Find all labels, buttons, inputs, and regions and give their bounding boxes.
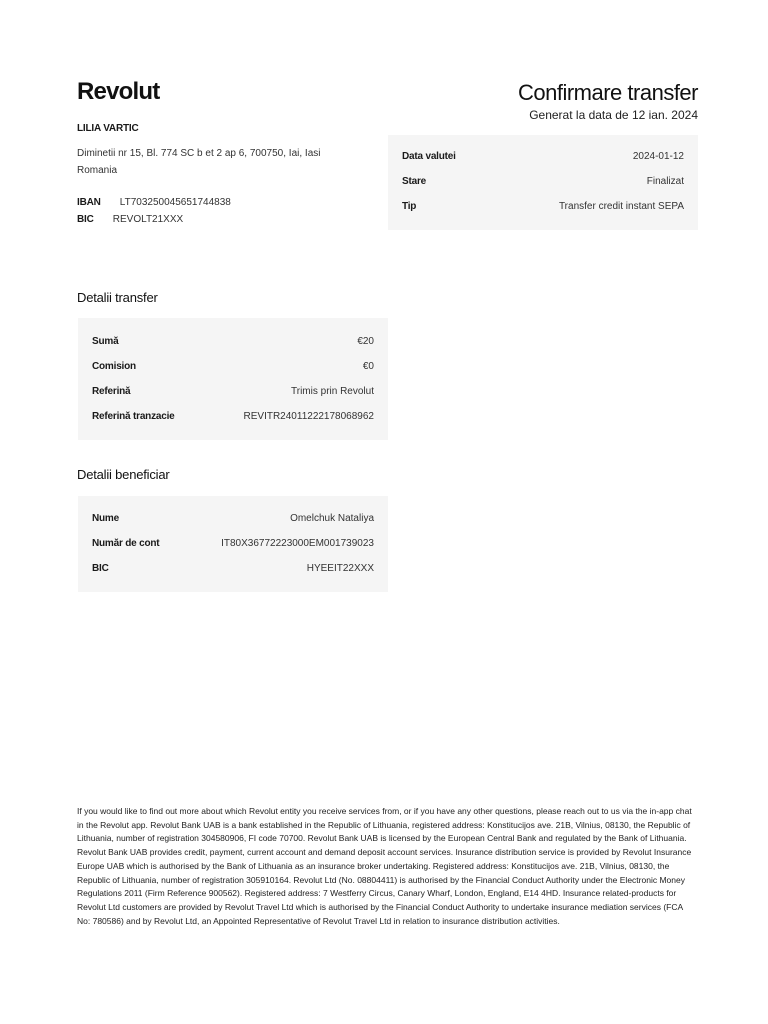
transfer-details-title: Detalii transfer <box>77 290 158 305</box>
value-date-row <box>402 151 684 165</box>
account-holder-address <box>77 145 357 179</box>
legal-footer: If you would like to find out more about which Revolut entity you receive services from, or if you have any other questions, please reach out to us via the in-app chat in the Revolut app. Revolut Bank UAB is a bank established in the Republic of Lithuania, registered address: Konstitucijos ave. 21B, Vilnius, 08130, the Republic of Lithuania, number of registration 304580906, FI code 70700. Revolut Bank UAB is licensed by the European Central Bank and regulated by the Bank of Lithuania. Revolut Bank UAB provides credit, payment, current account and demand deposit account services. Insurance distribution service is provided by Revolut Insurance Europe UAB which is authorised by the Bank of Lithuania as an insurance broker undertaking. Registered address: Konstitucijos ave. 21B, Vilnius, 08130, the Republic of Lithuania, number of registration 305910164. Revolut Ltd (No. 08804411) is authorised by the Financial Conduct Authority under the Electronic Money Regulations 2011 (Firm Reference 900562). Registered address: 7 Westferry Circus, Canary Wharf, London, England, E14 4HD. Insurance related-products for Revolut Ltd customers are provided by Revolut Travel Ltd which is authorised by the Financial Conduct Authority to undertake insurance mediation services (FCA No: 780586) and by Revolut Ltd, an Appointed Representative of Revolut Travel Ltd in relation to insurance distribution activities. <box>77 806 692 926</box>
beneficiary-name-label: Nume <box>92 513 119 524</box>
status-panel <box>388 135 698 230</box>
iban-label: IBAN <box>77 197 101 208</box>
beneficiary-bic-value: HYEEIT22XXX <box>306 563 374 574</box>
fee-value: €0 <box>362 361 374 372</box>
amount-row <box>92 336 374 350</box>
generated-date: Generat la data de 12 ian. 2024 <box>529 108 698 122</box>
status-label: Stare <box>402 176 427 187</box>
beneficiary-bic-label: BIC <box>92 563 109 574</box>
fee-row <box>92 361 374 375</box>
bic-row <box>77 214 183 225</box>
beneficiary-details-panel <box>78 496 388 592</box>
bic-label: BIC <box>77 214 94 225</box>
beneficiary-name-row <box>92 513 374 527</box>
reference-row <box>92 386 374 400</box>
beneficiary-details-title: Detalii beneficiar <box>77 467 170 482</box>
fee-label: Comision <box>92 361 136 372</box>
account-holder-name: LILIA VARTIC <box>77 123 139 134</box>
beneficiary-bic-row <box>92 563 374 577</box>
revolut-logo: Revolut <box>77 78 160 105</box>
account-number-value: IT80X36772223000EM001739023 <box>221 538 374 549</box>
account-number-label: Număr de cont <box>92 538 160 549</box>
reference-label: Referină <box>92 386 131 397</box>
status-row <box>402 176 684 190</box>
value-date-value: 2024-01-12 <box>632 151 684 162</box>
bic-value: REVOLT21XXX <box>112 214 184 225</box>
type-value: Transfer credit instant SEPA <box>558 201 684 212</box>
iban-row <box>77 197 231 208</box>
value-date-label: Data valutei <box>402 151 456 162</box>
beneficiary-name-value: Omelchuk Nataliya <box>290 513 374 524</box>
amount-value: €20 <box>357 336 374 347</box>
transaction-reference-value: REVITR24011222178068962 <box>243 411 374 422</box>
status-value: Finalizat <box>646 176 684 187</box>
account-number-row <box>92 538 374 552</box>
reference-value: Trimis prin Revolut <box>291 386 374 397</box>
transaction-reference-row <box>92 411 374 425</box>
amount-label: Sumă <box>92 336 119 347</box>
document-title: Confirmare transfer <box>517 80 698 105</box>
address-line-2: Romania <box>77 165 118 176</box>
type-label: Tip <box>402 201 417 212</box>
type-row <box>402 201 684 215</box>
transfer-details-panel <box>78 318 388 440</box>
transaction-reference-label: Referină tranzacie <box>92 411 175 422</box>
iban-value: LT703250045651744838 <box>119 197 231 208</box>
address-line-1: Diminetii nr 15, Bl. 774 SC b et 2 ap 6, 700750, Iai, Iasi <box>77 148 321 159</box>
